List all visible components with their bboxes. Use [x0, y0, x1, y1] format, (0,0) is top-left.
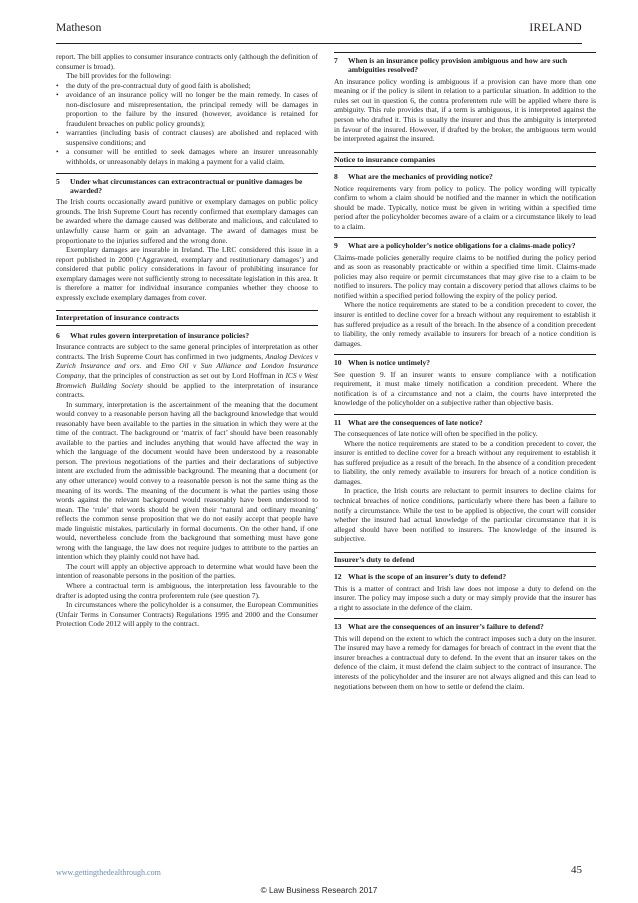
body-paragraph: Claims-made policies generally require claims to be notified during the policy period and as soon as reasonably practicable or within a specified time limit. Claims-made policies may also require or permit circumstances that may give rise to a claim to be notified to insurers. The policy may contain a discovery period that allows claims to be notified within a specified period following the expiry of the policy period. [334, 252, 596, 300]
question-heading [56, 173, 318, 196]
question-number: 9 [334, 241, 338, 251]
question-title: What are a policyholder’s notice obligations for a claims-made policy? [348, 241, 576, 251]
question-title: What are the consequences of an insurer’s failure to defend? [348, 622, 544, 632]
case-name: Emo Oil v Sun Alliance and London Insurance Company [56, 361, 318, 380]
question-number: 12 [334, 572, 342, 582]
body-paragraph: In circumstances where the policyholder is a consumer, the European Communities (Unfair Terms in Consumer Contracts) Regulations 1995 and 2000 and the Consumer Protection Code 2012 will apply to the contract. [56, 600, 318, 629]
question-heading [334, 52, 596, 75]
question-title: What rules govern interpretation of insurance policies? [70, 330, 250, 340]
body-paragraph: Notice requirements vary from policy to policy. The policy wording will typically confirm to whom a claim should be notified and the manner in which the notification should be made. Typically, notice must be given in writing within a specified time period after the policyholder becomes aware of a claim or a circumstance likely to lead to a claim. [334, 183, 596, 231]
body-paragraph: An insurance policy wording is ambiguous if a provision can have more than one meaning or if the policy is silent in relation to a particular situation. In addition to the rules set out in question 6, the contra proferentem rule will be applied where there is ambiguity. This rule provides that, if a term is ambiguous, it is interpreted against the person who drafted it. This is usually the insurer and thus the ambiguity is interpreted in favour of the insured. However, if drafted by the broker, the ambiguous term would be interpreted against the insured. [334, 76, 596, 144]
right-column [334, 52, 596, 691]
question-number: 11 [334, 417, 342, 427]
question-title: When is an insurance policy provision ambiguous and how are such ambiguities resolved? [348, 56, 568, 75]
question-heading [334, 569, 596, 581]
section-heading: Insurer’s duty to defend [334, 552, 596, 568]
section-heading: Notice to insurance companies [334, 152, 596, 168]
section-heading: Interpretation of insurance contracts [56, 310, 318, 326]
question-title: What are the consequences of late notice? [348, 417, 483, 427]
question-number: 13 [334, 622, 342, 632]
body-paragraph: In practice, the Irish courts are reluctant to permit insurers to decline claims for technical breaches of notice conditions, particularly where there has been a failure to notify a circumstance. While the test to be applied is objective, the court will consider whether the insured had actual knowledge of the particular circumstance that it is alleged should have been notified to insurers. The knowledge of the insured is subjective. [334, 486, 596, 544]
question-heading [334, 354, 596, 367]
body-paragraph: This is a matter of contract and Irish law does not impose a duty to defend on the insurer. The policy may impose such a duty or may simply provide that the insurer has a right to associate in the defence of the claim. [334, 583, 596, 612]
question-number: 6 [56, 330, 60, 340]
question-number: 10 [334, 358, 342, 368]
question-heading [334, 169, 596, 181]
body-paragraph: Insurance contracts are subject to the same general principles of interpretation as other contracts. The Irish Supreme Court has confirmed in two judgments, Analog Devices v Zurich Insurance and ors. and Emo Oil v Sun Alliance and London Insurance Company, that the principles of construction as set out by Lord Hoffman in ICS v West Bromwich Building Society should be applied to the interpretation of insurance contracts. [56, 342, 319, 400]
header-country: IRELAND [529, 22, 582, 34]
body-paragraph: The consequences of late notice will often be specified in the policy. [334, 429, 538, 439]
body-paragraph: Where a contractual term is ambiguous, the interpretation less favourable to the drafter is adopted using the contra proferentem rule (see question 7). [56, 581, 318, 600]
question-heading [334, 237, 596, 250]
page-number: 45 [571, 864, 582, 876]
footer-copyright: © Law Business Research 2017 [260, 886, 378, 895]
left-column [56, 52, 318, 629]
question-title: Under what circumstances can extracontractual or punitive damages be awarded? [70, 176, 303, 195]
intro-paragraph: report. The bill applies to consumer insurance contracts only (although the definition of consumer is broad). [56, 52, 318, 71]
list-item: • warranties (including basis of contract clauses) are abolished and replaced with suspensive conditions; and [56, 128, 318, 147]
list-item: • the duty of the pre-contractual duty of good faith is abolished; [56, 81, 318, 91]
question-heading [334, 618, 596, 631]
case-name: Analog Devices v Zurich Insurance and ors. [56, 351, 318, 371]
body-paragraph: Exemplary damages are insurable in Ireland. The LRC considered this issue in a report published in 2000 (‘Aggravated, exemplary and restitutionary damages’) and considered that public policy considerations in favour of prohibiting insurance for exemplary damages were not sufficiently strong to necessitate legislation in this area. It is therefore a matter for individual insurance companies whether they choose to expressly exclude exemplary damages from cover. [56, 245, 318, 302]
body-paragraph: This will depend on the extent to which the contract imposes such a duty on the insurer. The insured may have a remedy for damages for breach of contract in the event that the insurer breaches a contractual duty to defend. In the event that an insurer takes on the defence of the claim, it must defend the claim subject to the contract of insurance. The interests of the policyholder and the insurer are not always aligned and this can lead to negotiations between them on how to settle or defend the claim. [334, 633, 596, 691]
question-number: 5 [56, 176, 60, 186]
list-item: • avoidance of an insurance policy will no longer be the main remedy. In cases of non-disclosure and misrepresentation, the principal remedy will be damages in proportion to the failure by the insured (however, avoidance is retained for fraudulent breaches on public policy grounds); [56, 90, 318, 128]
header-author: Matheson [56, 22, 102, 34]
footer-website-link[interactable]: www.gettingthedealthrough.com [56, 868, 161, 877]
body-paragraph: See question 9. If an insurer wants to ensure compliance with a notification requirement, it must make timely notification a condition precedent. Where the notification is of a circumstance and not a claim, the courts have interpreted the knowledge of the policyholder on a subjective rather than objective basis. [334, 369, 596, 408]
question-number: 7 [334, 56, 338, 65]
body-paragraph: In summary, interpretation is the ascertainment of the meaning that the document would convey to a reasonable person having all the background knowledge that would reasonably have been available to the parties in the situation in which they were at the time of the contract. The background or ‘matrix of fact’ should have been reasonably available to the parties and includes anything that would have affected the way in which the language of the document would have been understood by a reasonable person. The previous negotiations of the parties and their declarations of subjective intent are excluded from the admissible background. The meaning that a document (or any other utterance) would convey to a reasonable person is not the same thing as the meaning of its words. The meaning of the document is what the parties using those words against the relevant background would reasonably have been understood to mean. The ‘rule’ that words should be given their ‘natural and ordinary meaning’ reflects the common sense proposition that we do not easily accept that people have made linguistic mistakes, particularly in formal documents. On the other hand, if one would, nevertheless conclude from the background that something must have gone wrong with the language, the law does not require judges to attribute to the parties an intention which they plainly could not have had. [56, 399, 318, 562]
intro-paragraph: The bill provides for the following: [66, 71, 172, 81]
list-item: • a consumer will be entitled to seek damages where an insurer unreasonably withholds, or unreasonably delays in making a payment for a valid claim. [56, 147, 318, 166]
body-paragraph: Where the notice requirements are stated to be a condition precedent to cover, the insurer is entitled to decline cover for a breach without any requirement to establish it has suffered prejudice as a result of the breach. In the absence of a condition precedent to liability, the only remedy available to insurers for breach of a notice condition is damages. [334, 300, 596, 348]
question-number: 8 [334, 172, 338, 182]
question-title: What is the scope of an insurer’s duty to defend? [348, 572, 507, 582]
question-title: When is notice untimely? [348, 358, 431, 368]
case-name: ICS v West Bromwich Building Society [56, 370, 319, 390]
provisions-list [56, 81, 318, 167]
body-paragraph: The court will apply an objective approach to determine what would have been the intention of reasonable persons in the position of the parties. [56, 561, 318, 581]
page-header [56, 22, 582, 40]
body-paragraph: The Irish courts occasionally award punitive or exemplary damages on public policy grounds. The Irish Supreme Court has recently confirmed that exemplary damages can be awarded where the damage caused was deliberate and malicious, and calculated to unlawfully cause harm or gain an advantage. The award of damages must be proportionate to the injuries suffered and the wrong done. [56, 197, 318, 245]
body-paragraph: Where the notice requirements are stated to be a condition precedent to cover, the insurer is entitled to decline cover for a breach without any requirement to establish it has suffered prejudice as a result of the breach. In the absence of a condition precedent to liability, the only remedy available to insurers for breach of a notice condition is damages. [334, 438, 596, 486]
header-rule [56, 43, 582, 44]
question-heading [334, 414, 596, 427]
question-title: What are the mechanics of providing notice? [348, 172, 493, 182]
question-heading [56, 328, 318, 340]
